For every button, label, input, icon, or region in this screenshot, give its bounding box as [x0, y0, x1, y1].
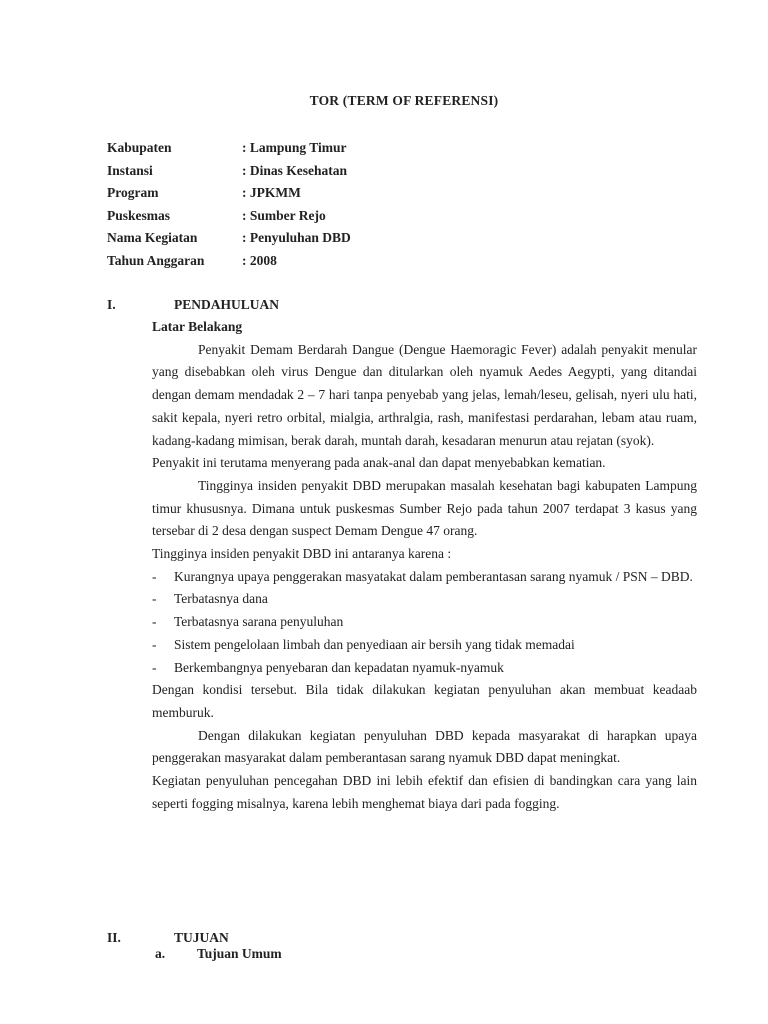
bullet-dash: -: [152, 568, 157, 584]
info-value: : 2008: [242, 252, 277, 268]
list-item-text: Kurangnya upaya penggerakan masyatakat dalam pemberantasan sarang nyamuk / PSN – DBD.: [174, 568, 693, 584]
paragraph: Penyakit Demam Berdarah Dangue (Dengue Haemoragic Fever) adalah penyakit menular yang disebabkan oleh virus Dengue dan ditularkan oleh nyamuk Aedes Aegypti, yang ditandai dengan demam mendadak 2 – 7 hari tanpa penyebab yang jelas, lemah/leseu, gelisah, nyeri ulu hati, sakit kepala, nyeri retro orbital, mialgia, arthralgia, rash, manifestasi perdarahan, lebam atau ruam, kadang-kadang mimisan, berak darah, muntah darah, kesadaran menurun atau rejatan (syok).: [152, 341, 697, 448]
info-row: [107, 227, 351, 250]
paragraph: Dengan dilakukan kegiatan penyuluhan DBD kepada masyarakat di harapkan upaya penggerakan masyarakat dalam pemberantasan sarang nyamuk DBD dapat meningkat.: [152, 727, 697, 766]
bullet-dash: -: [152, 636, 157, 652]
list-item: [152, 634, 697, 657]
list-item: [152, 611, 697, 634]
paragraph: Dengan kondisi tersebut. Bila tidak dilakukan kegiatan penyuluhan akan membuat keadaab memburuk.: [152, 682, 697, 720]
info-table: [107, 137, 351, 273]
info-row: [107, 137, 351, 160]
info-value: : Lampung Timur: [242, 140, 347, 155]
info-label: Kabupaten: [107, 140, 172, 155]
bullet-dash: -: [152, 614, 157, 630]
subsection-heading: [155, 944, 455, 966]
subsection-title: Tujuan Umum: [197, 946, 282, 961]
paragraph: Tingginya insiden penyakit DBD merupakan masalah kesehatan bagi kabupaten Lampung timur khususnya. Dimana untuk puskesmas Sumber Rejo pada tahun 2007 terdapat 3 kasus yang tersebar di 2 desa dengan suspect Demam Dengue 47 orang.: [152, 477, 697, 539]
info-row: [107, 160, 351, 183]
info-label: Program: [107, 185, 159, 201]
info-label: Instansi: [107, 162, 153, 178]
subsection-letter: a.: [155, 946, 166, 961]
subsection-title: Latar Belakang: [152, 319, 243, 334]
list-item-text: Terbatasnya sarana penyuluhan: [174, 614, 344, 630]
list-item-text: Sistem pengelolaan limbah dan penyediaan air bersih yang tidak memadai: [174, 636, 575, 652]
section-1-heading: [107, 295, 407, 317]
section-number: I.: [107, 297, 116, 312]
info-label: Puskesmas: [107, 207, 171, 223]
list-item-text: Berkembangnya penyebaran dan kepadatan nyamuk-nyamuk: [174, 659, 504, 675]
section-number: II.: [107, 930, 121, 945]
info-value: : Dinas Kesehatan: [242, 162, 348, 178]
list-item: [152, 566, 697, 589]
paragraph: Penyakit ini terutama menyerang pada anak-anal dan dapat menyebabkan kematian.: [152, 455, 606, 471]
info-row: [107, 250, 351, 273]
info-row: [107, 182, 351, 205]
section-title: TUJUAN: [174, 930, 229, 945]
info-value: : Sumber Rejo: [242, 207, 326, 223]
info-row: [107, 205, 351, 228]
bullet-dash: -: [152, 659, 157, 675]
list-item-text: Terbatasnya dana: [174, 591, 268, 607]
info-value: : Penyuluhan DBD: [242, 230, 351, 246]
info-value: : JPKMM: [242, 185, 301, 201]
list-item: [152, 588, 697, 611]
bullet-dash: -: [152, 591, 157, 607]
document-title: TOR (TERM OF REFERENSI): [309, 93, 499, 108]
list-item: [152, 657, 697, 680]
section-1-body: [152, 316, 697, 815]
info-label: Nama Kegiatan: [107, 230, 198, 246]
section-title: PENDAHULUAN: [174, 297, 280, 312]
info-label: Tahun Anggaran: [107, 252, 205, 268]
paragraph: Tingginya insiden penyakit DBD ini antaranya karena :: [152, 546, 452, 562]
paragraph: Kegiatan penyuluhan pencegahan DBD ini lebih efektif dan efisien di bandingkan cara yang lain seperti fogging misalnya, karena lebih menghemat biaya dari pada fogging.: [152, 773, 697, 811]
